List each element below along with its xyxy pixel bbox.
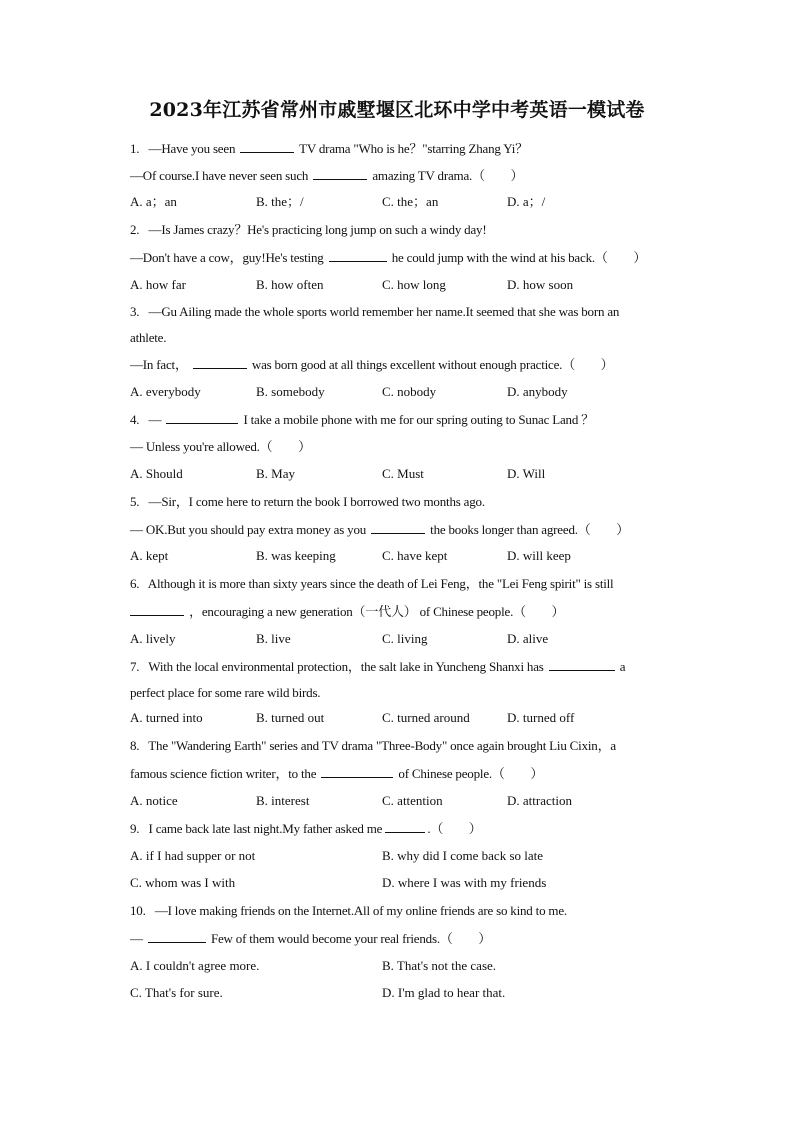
question-text: Few of them would become your real friends.（ ） [210,931,492,946]
question-5-stem [130,494,485,510]
answer-blank [166,411,238,424]
question-7-stem [130,658,625,675]
option-b[interactable]: B. how often [256,277,324,292]
option-d[interactable]: D. how soon [507,277,574,292]
answer-blank [321,765,393,778]
question-text: — [148,412,162,427]
question-text: — OK.But you should pay extra money as you [130,522,367,537]
question-number: 5. [130,494,140,509]
answer-blank [148,930,206,943]
option-b[interactable]: B. live [256,631,291,646]
option-d[interactable]: D. alive [507,631,549,646]
option-c[interactable]: C. have kept [382,548,448,563]
question-10-stem [130,903,567,919]
option-a[interactable]: A. turned into [130,710,203,725]
question-number: 9. [130,821,140,836]
page-title: 2023年江苏省常州市戚墅堰区北环中学中考英语一模试卷 [149,99,645,121]
option-c[interactable]: C. Must [382,466,424,481]
answer-blank [549,658,615,671]
question-number: 7. [130,659,140,674]
question-text: —Gu Ailing made the whole sports world remember her name.It seemed that she was born an [148,304,620,319]
option-d[interactable]: D. where I was with my friends [382,875,547,890]
question-3-stem [130,304,619,320]
option-b[interactable]: B. somebody [256,384,325,399]
question-text: Although it is more than sixty years since the death of Lei Feng，the "Lei Feng spirit" is still [147,576,614,591]
question-number: 10. [130,903,146,918]
option-d[interactable]: D. turned off [507,710,575,725]
option-a[interactable]: A. a；an [130,194,177,209]
option-c[interactable]: C. nobody [382,384,437,399]
question-text: famous science fiction writer，to the [130,766,317,781]
question-9-stem [130,820,482,837]
option-c[interactable]: C. living [382,631,428,646]
question-number: 2. [130,222,140,237]
answer-blank [193,356,247,369]
option-b[interactable]: B. interest [256,793,310,808]
question-5-reply [130,521,629,538]
question-text: amazing TV drama.（ ） [372,168,524,183]
option-a[interactable]: A. lively [130,631,176,646]
option-a[interactable]: A. kept [130,548,169,563]
question-text: —I love making friends on the Internet.All of my online friends are so kind to me. [154,903,567,918]
question-text: I came back late last night.My father asked me [148,821,383,836]
option-b[interactable]: B. That's not the case. [382,958,497,973]
question-text: — Unless you're allowed.（ ） [130,439,311,454]
question-text: —In fact， [130,357,188,372]
option-a[interactable]: A. how far [130,277,186,292]
question-10-reply [130,930,491,947]
question-text: I take a mobile phone with me for our spring outing to Sunac Land ？ [243,412,594,427]
question-text: The "Wandering Earth" series and TV drama "Three-Body" once again brought Liu Cixin，a [148,738,616,753]
option-d[interactable]: D. will keep [507,548,571,563]
question-8-stem [130,738,616,754]
answer-blank [329,249,387,262]
question-3-stem-cont [130,330,166,346]
question-2-stem [130,222,486,238]
question-text: —Sir，I come here to return the book I borrowed two months ago. [148,494,485,509]
question-1-reply [130,167,523,184]
option-c[interactable]: C. the；an [382,194,439,209]
option-a[interactable]: A. everybody [130,384,201,399]
option-a[interactable]: A. if I had supper or not [130,848,256,863]
option-a[interactable]: A. I couldn't agree more. [130,958,260,973]
answer-blank [240,140,294,153]
answer-blank [313,167,367,180]
question-text: —Of course.I have never seen such [130,168,309,183]
question-6-stem [130,576,613,592]
option-c[interactable]: C. how long [382,277,446,292]
option-b[interactable]: B. the；/ [256,194,304,209]
question-8-stem-cont [130,765,543,782]
question-4-stem [130,411,594,428]
question-text: — [130,931,143,946]
option-d[interactable]: D. Will [507,466,546,481]
option-a[interactable]: A. notice [130,793,178,808]
question-number: 4. [130,412,140,427]
question-6-stem-cont [130,603,564,620]
question-number: 6. [130,576,140,591]
option-c[interactable]: C. turned around [382,710,470,725]
question-text: —Don't have a cow，guy!He's testing [130,250,324,265]
question-number: 8. [130,738,140,753]
question-3-reply [130,356,613,373]
question-text: the books longer than agreed.（ ） [430,522,629,537]
question-text: a [619,659,626,674]
question-text: With the local environmental protection，the salt lake in Yuncheng Shanxi has [148,659,544,674]
question-7-stem-cont [130,685,320,701]
option-c[interactable]: C. That's for sure. [130,985,223,1000]
question-text: athlete. [130,330,167,345]
question-text: ，encouraging a new generation（一代人） of Chinese people.（ ） [189,604,565,619]
option-b[interactable]: B. why did I come back so late [382,848,544,863]
answer-blank [371,521,425,534]
question-4-reply [130,439,311,455]
answer-blank [130,603,184,616]
question-1-stem [130,140,528,157]
question-2-reply [130,249,646,266]
option-a[interactable]: A. Should [130,466,183,481]
question-text: TV drama "Who is he？"starring Zhang Yi？ [299,141,528,156]
option-c[interactable]: C. attention [382,793,443,808]
question-text: .（ ） [427,821,482,836]
question-number: 3. [130,304,140,319]
option-c[interactable]: C. whom was I with [130,875,236,890]
option-d[interactable]: D. a；/ [507,194,546,209]
option-b[interactable]: B. turned out [256,710,325,725]
question-text: perfect place for some rare wild birds. [130,685,321,700]
answer-blank [385,820,425,833]
option-d[interactable]: D. I'm glad to hear that. [382,985,506,1000]
option-d[interactable]: D. anybody [507,384,568,399]
question-text: of Chinese people.（ ） [398,766,544,781]
option-b[interactable]: B. May [256,466,295,481]
question-text: —Is James crazy？He's practicing long jump on such a windy day! [148,222,487,237]
question-text: he could jump with the wind at his back.（ ） [391,250,647,265]
question-text: was born good at all things excellent without enough practice.（ ） [251,357,614,372]
question-text: —Have you seen [148,141,236,156]
option-b[interactable]: B. was keeping [256,548,336,563]
question-number: 1. [130,141,140,156]
option-d[interactable]: D. attraction [507,793,572,808]
